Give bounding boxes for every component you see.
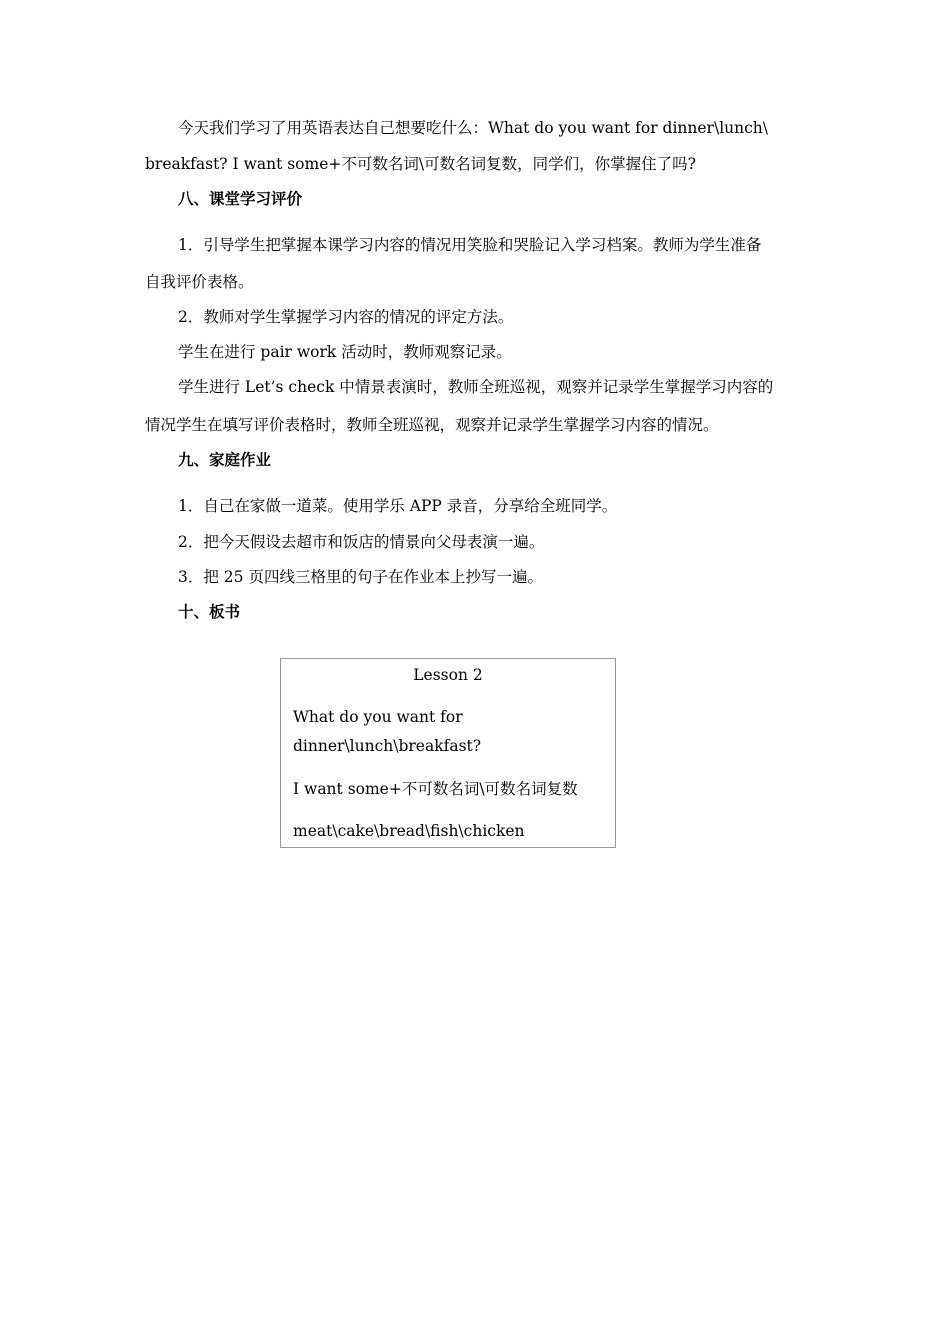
board-title: Lesson 2 [413,666,483,684]
section-8-item-1-line-1: 1．引导学生把掌握本课学习内容的情况用笑脸和哭脸记入学习档案。教师为学生准备 [178,236,762,254]
section-8-para-2-line-2: 情况学生在填写评价表格时，教师全班巡视，观察并记录学生掌握学习内容的情况。 [145,416,719,434]
board-line-2: dinner\lunch\breakfast? [293,737,482,755]
homework-item-1: 1．自己在家做一道菜。使用学乐 APP 录音，分享给全班同学。 [178,497,618,515]
section-8-heading: 八、课堂学习评价 [178,189,303,208]
summary-line-1: 今天我们学习了用英语表达自己想要吃什么：What do you want for dinner\lunch\ [178,119,769,137]
summary-line-2: breakfast? I want some+不可数名词\可数名词复数，同学们，你掌握住了吗? [145,155,696,173]
section-10-heading: 十、板书 [178,602,241,621]
section-8-para-2-line-1: 学生进行 Let’s check 中情景表演时，教师全班巡视，观察并记录学生掌握学习内容的 [178,378,774,396]
section-8-para-1: 学生在进行 pair work 活动时，教师观察记录。 [178,343,512,361]
section-8-item-1-line-2: 自我评价表格。 [145,273,254,291]
homework-item-3: 3．把 25 页四线三格里的句子在作业本上抄写一遍。 [178,568,543,586]
board-line-4: meat\cake\bread\fish\chicken [293,822,525,840]
blackboard-box [280,658,616,848]
homework-item-2: 2．把今天假设去超市和饭店的情景向父母表演一遍。 [178,533,545,551]
section-9-heading: 九、家庭作业 [178,450,272,469]
board-line-3: I want some+不可数名词\可数名词复数 [293,780,578,798]
board-line-1: What do you want for [293,708,463,726]
section-8-item-2: 2．教师对学生掌握学习内容的情况的评定方法。 [178,308,514,326]
